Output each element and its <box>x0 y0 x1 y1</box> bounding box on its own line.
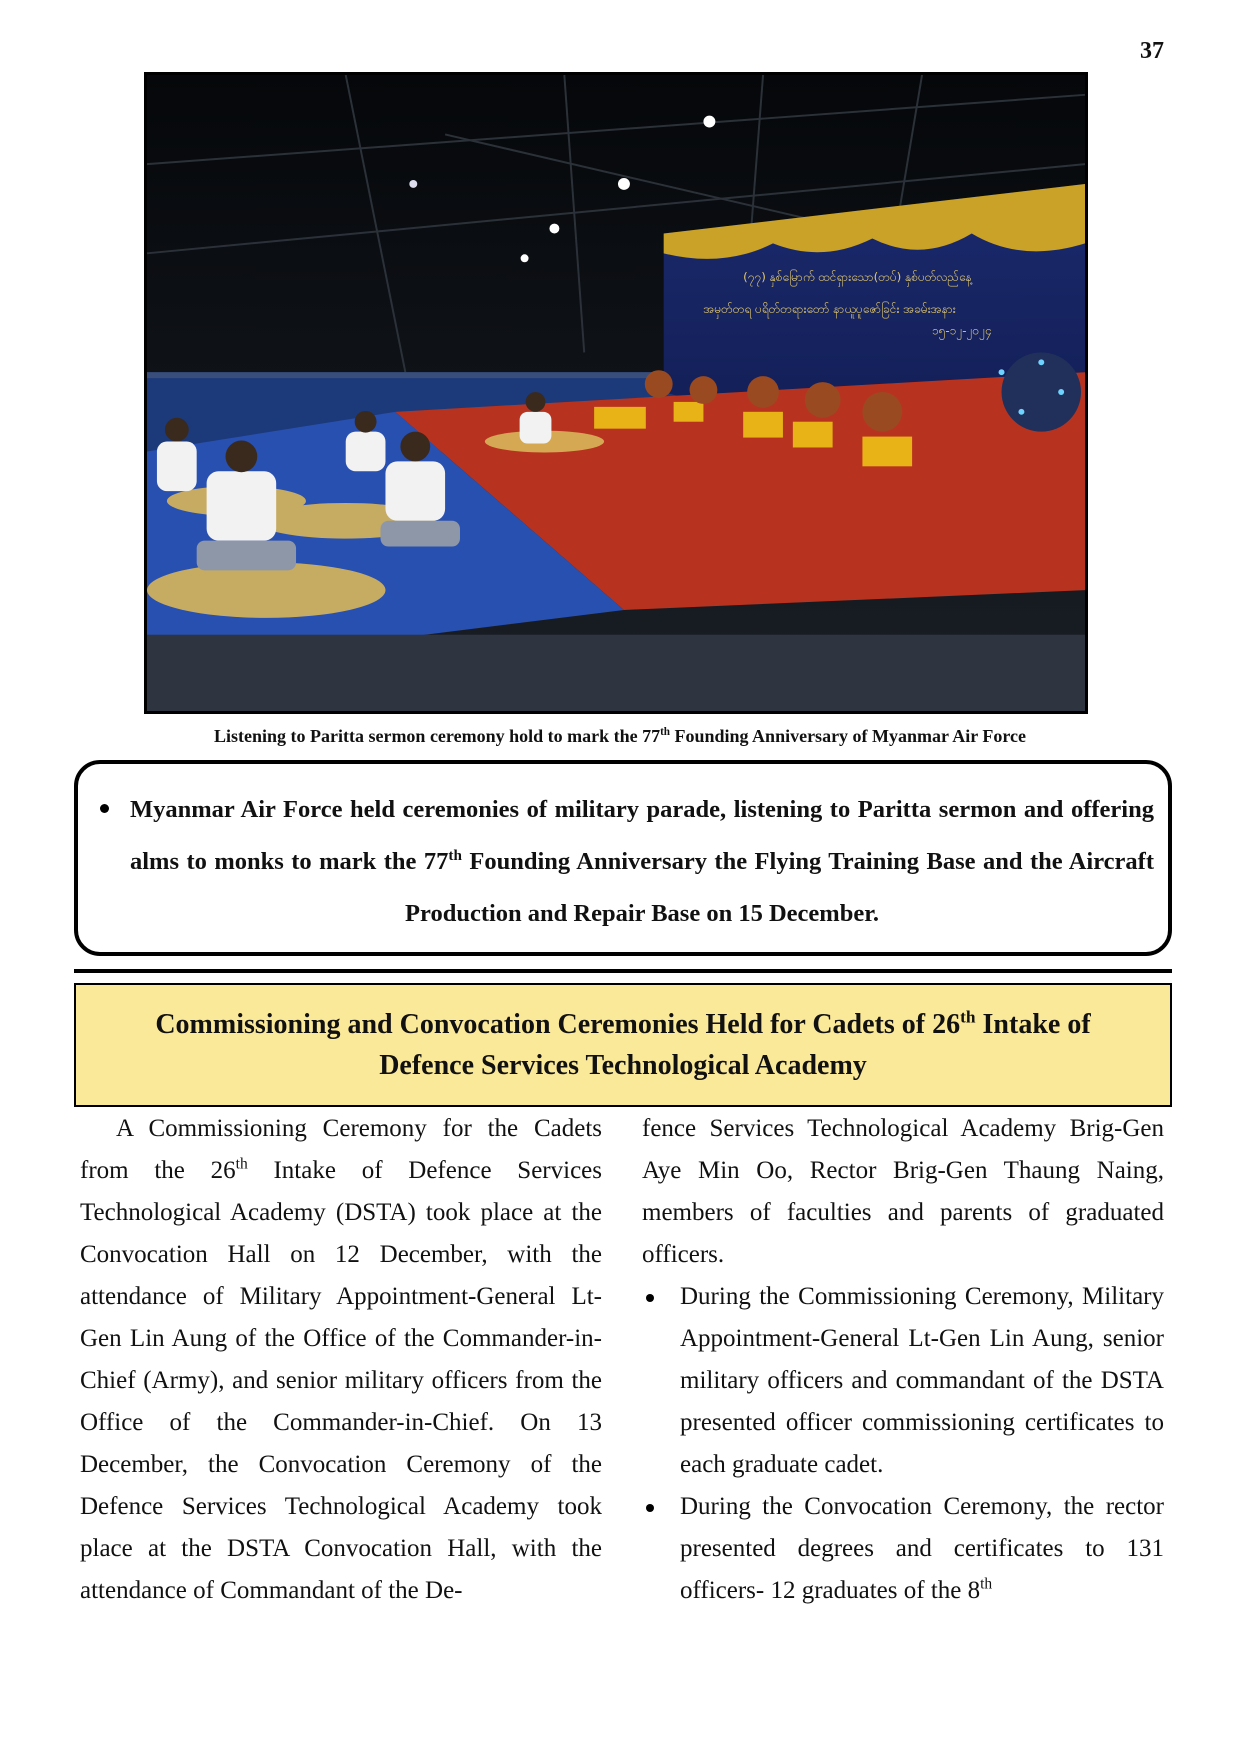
bullet-icon <box>100 804 109 813</box>
headline-line-1: Commissioning and Convocation Ceremonies Held for Cadets of 26th Intake of <box>155 1007 1091 1040</box>
body-paragraph: A Commissioning Ceremony for the Cadets from the 26th Intake of Defence Services Technological Academy (DSTA) took place at the Convocation Hall on 12 December, with the attendance of Military Appointment-General Lt-Gen Lin Aung of the Office of the Commander-in-Chief (Army), and senior military officers from the Office of the Commander-in-Chief. On 13 December, the Convocation Ceremony of the Defence Services Technological Academy took place at the DSTA Convocation Hall, with the attendance of Commandant of the De- <box>80 1115 602 1604</box>
ceremony-photo <box>144 72 1088 714</box>
banner-line-2: အမှတ်တရ ပရိတ်တရားတော် နာယူပူဇော်ခြင်း အခမ်းအနား <box>703 301 956 316</box>
section-divider <box>74 969 1172 973</box>
bullet-item-commissioning: During the Commissioning Ceremony, Military Appointment-General Lt-Gen Lin Aung, senior military officers and commandant of the DSTA presented officer commissioning certificates to each graduate cadet. <box>642 1276 1164 1486</box>
body-paragraph-continued: fence Services Technological Academy Brig-Gen Aye Min Oo, Rector Brig-Gen Thaung Naing, members of faculties and parents of graduated officers. <box>642 1115 1164 1268</box>
highlight-text: Myanmar Air Force held ceremonies of military parade, listening to Paritta sermon and offering alms to monks to mark the 77th Founding Anniversary the Flying Training Base and the Aircraft Production and Repair Base on 15 December. <box>130 796 1154 927</box>
banner-line-3: ၁၅-၁၂-၂၀၂၄ <box>931 323 992 338</box>
body-column-left <box>80 1108 602 1612</box>
body-column-right <box>642 1108 1164 1612</box>
banner-line-1: (၇၇) နှစ်မြောက် ထင်ရှားသော(တပ်) နှစ်ပတ်လည်နေ့ <box>743 270 972 285</box>
bullet-item-convocation: During the Convocation Ceremony, the rector presented degrees and certificates to 131 officers- 12 graduates of the 8th <box>642 1486 1164 1612</box>
article-headline <box>74 983 1172 1107</box>
headline-line-2: Defence Services Technological Academy <box>379 1050 867 1081</box>
photo-caption: Listening to Paritta sermon ceremony hold to mark the 77th Founding Anniversary of Myanmar Air Force <box>213 726 1027 746</box>
highlight-box <box>74 760 1172 956</box>
page-number: 37 <box>1140 38 1164 64</box>
